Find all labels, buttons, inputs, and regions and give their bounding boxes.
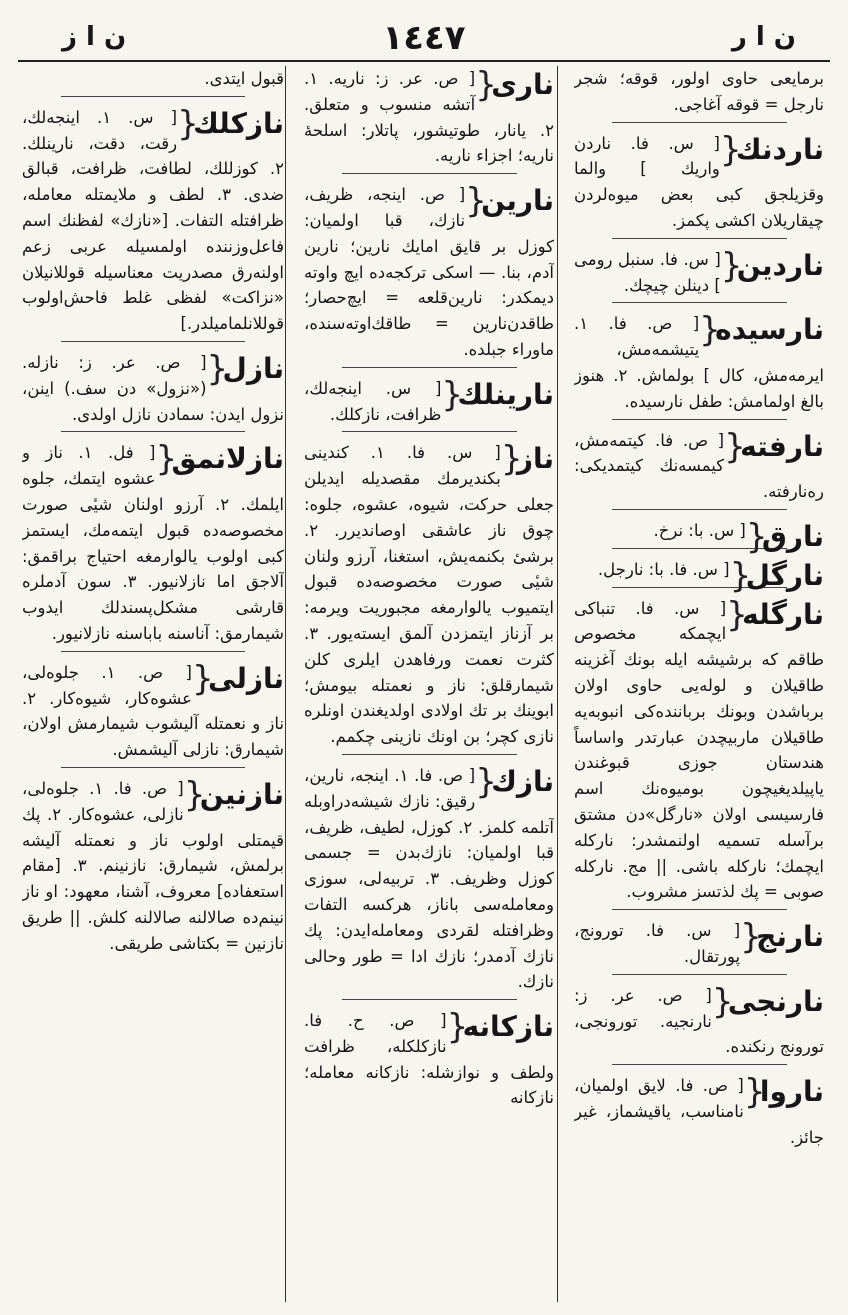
entry-headword: ناری { bbox=[481, 66, 554, 104]
dictionary-entry bbox=[574, 983, 824, 1068]
dictionary-column-right bbox=[574, 66, 824, 1304]
entry-definition: [ س. فا. با: نارجل. bbox=[597, 559, 730, 579]
continued-text: برمایعی حاوی اولور، قوقه؛ شجر نارجل = قوقه آغاجی. bbox=[574, 66, 824, 126]
column-divider bbox=[285, 66, 286, 1302]
dictionary-entry bbox=[574, 247, 824, 307]
entry-headword: نازك { bbox=[481, 763, 554, 801]
entry-definition: [ ص. عر. ز: ناریه. ١. آتشه منسوب و متعلق. ٢. یانار، طوتیشور، پاتلار: اسلحهٔ ناریه؛ اجزاء ناریه. bbox=[304, 69, 554, 166]
dictionary-entry bbox=[22, 660, 284, 771]
dictionary-entry bbox=[304, 66, 554, 177]
dictionary-entry bbox=[574, 1073, 824, 1153]
dictionary-column-middle bbox=[304, 66, 554, 1304]
entry-headword: نارفته { bbox=[730, 428, 824, 466]
entry-definition: [ ص. فا. ١. جلوه‌لی، نازلی، عشوه‌کار. ٢. پك قیمتلی اولوب ناز و نعمتله آلیشه‌ برلمش، شیمارق: نازنینم. ٣. [مقام استعفاده] معروف، آشنا، معهود: او ناز نینم‌ده صالالنه صالالنه کلش. || طریق نازنین = بکتاشی طریقی. bbox=[22, 778, 284, 953]
continued-text: قبول ایتدی. bbox=[22, 66, 284, 100]
entry-definition: [ س. فا. تورونج، پورتقال. bbox=[574, 921, 741, 966]
dictionary-entry bbox=[574, 311, 824, 422]
dictionary-entry bbox=[574, 428, 824, 513]
entry-definition: [ س. ١. اینجه‌لك، رقت، دقت، نارینلك. ٢. کوزللك، لطافت، ظرافت، قبالق ضدی. ٣. لطف و ملایمتله معامله، ظرافتله التفات. [«نازك» لفظنك اسم فاعل‌وزننده اولمسیله عربی زعم اولنه‌رق مصدریت معناسیله قوللانیلان «نزاکت» لفظی غلط فاحش‌اولوب قوللانلمامیلدر.] bbox=[22, 107, 284, 334]
entry-definition: [ ص. اینجه، ظریف، نازك، قبا اولمیان: کوزل بر قایق امایك نارین؛ نارین آدم، بنا. — اسکی ترکجه‌ده ایچ واوته دیمکدر: نارین‌قلعه = ایچ‌حصار؛ طاقدن‌نارین = طاقك‌اوته‌سنده، ماوراء جبلده. bbox=[304, 185, 554, 359]
page-header bbox=[18, 14, 830, 62]
entry-definition: [ ص. عر. ز: نازله. («نزول» دن سف.) اینن، نزول ایدن: سمادن نازل اولدی. bbox=[22, 352, 284, 424]
entry-headword: ناردنك { bbox=[726, 131, 824, 169]
entry-headword: نارگل { bbox=[736, 557, 824, 595]
entry-headword: نازلی { bbox=[198, 660, 284, 698]
dictionary-entry bbox=[22, 776, 284, 960]
entry-headword: نازکانه { bbox=[453, 1008, 554, 1046]
dictionary-entry bbox=[304, 1008, 554, 1114]
entry-headword: نارنجی { bbox=[718, 983, 824, 1021]
entry-definition: [ س. با: نرخ. bbox=[653, 520, 746, 540]
dictionary-entry bbox=[22, 350, 284, 435]
dictionary-entry bbox=[574, 918, 824, 978]
page-number: ١٤٤٧ bbox=[382, 18, 466, 58]
entry-definition: [ ص. فا. ١. اینجه، نارین، رقیق: نازك شیشه‌دراوبله آتلمه کلمز. ٢. کوزل، لطیف، ظریف، قبا اولمیان: نازك‌بدن = جسمی کوزل وظریف. ٣. تربیه‌لی، سوزی ومعامله‌سی باناز، هرکسه التفات وظرافتله لقردی ومعامله‌ایدن: پك نازك آدمدر؛ نازك ادا = طور وحالی نازك. bbox=[304, 765, 554, 992]
entry-definition: [ ص. ١. جلوه‌لی، عشوه‌کار، شیوه‌کار. ٢. ناز و نعمتله آلیشوب شیمارمش اولان، شیمارق: نازلی آلیشمش. bbox=[22, 662, 284, 760]
dictionary-entry bbox=[304, 376, 554, 436]
entry-headword: نازنین { bbox=[190, 776, 284, 814]
entry-headword: نازلانمق { bbox=[161, 440, 284, 478]
guide-word-left: ن ا ز bbox=[62, 22, 127, 52]
dictionary-entry bbox=[304, 763, 554, 1003]
dictionary-entry bbox=[574, 596, 824, 914]
entry-definition: [ س. فا. تنباکی ایچمکه مخصوص طاقم که برشیشه ایله بونك آغزینه طاقیلان و لوله‌یی حاوی اولان برباشدن وبونك برباننده‌کی انبوبه‌یه طاقیلان ماربیچدن عبارتدر واساساً هندستان جوزی قبوغندن یاپیلدیغیچون بومیوه‌نك اسم فارسیسی اولان «نارگل»دن مشتق برآسله تسمیه اولنمشدر: نارکله ایچمك؛ نارکله باشی. || مج. نارکله صوبی = پك لذتسز مشروب. bbox=[574, 598, 824, 902]
entry-headword: نازکلك { bbox=[183, 105, 284, 143]
entry-definition: [ س. فا. ناردن واریك ] والما وقزیلجق کبی بعض میوه‌لردن چیقاریلان اکشی پکمز. bbox=[574, 133, 824, 230]
column-divider bbox=[557, 66, 558, 1302]
entry-definition: [ س. فا. سنبل رومی ] دینلن چیچك. bbox=[574, 249, 721, 295]
dictionary-entry bbox=[574, 131, 824, 242]
entry-headword: نازل { bbox=[213, 350, 284, 388]
dictionary-entry bbox=[574, 518, 824, 552]
guide-word-right: ن ا ر bbox=[731, 22, 796, 52]
entry-definition: [ س. اینجه‌لك، ظرافت، نازکلك. bbox=[304, 378, 442, 424]
entry-headword: ناروا { bbox=[750, 1073, 824, 1111]
entry-headword: نارنج { bbox=[746, 918, 824, 956]
entry-headword: نارین { bbox=[471, 182, 554, 220]
dictionary-column-left bbox=[22, 66, 284, 1304]
entry-headword: نارینلك { bbox=[447, 376, 554, 414]
entry-headword: ناردین { bbox=[727, 247, 824, 285]
entry-headword: نارسیده { bbox=[705, 311, 824, 349]
dictionary-entry bbox=[574, 557, 824, 591]
entry-headword: ناز { bbox=[507, 440, 554, 478]
entry-definition: [ ص. فا. لایق اولمیان، نامناسب، یاقیشماز، غیر جائز. bbox=[574, 1076, 824, 1147]
dictionary-entry bbox=[22, 105, 284, 345]
entry-definition: [ ص. عر. ز: نارنجیه. تورونجی، تورونج رنکنده. bbox=[574, 985, 824, 1057]
entry-headword: نارق { bbox=[752, 518, 824, 556]
entry-headword: نارگله { bbox=[732, 596, 824, 634]
dictionary-entry bbox=[22, 440, 284, 654]
entry-definition: [ ص. ح. فا. نازکلکله، ظرافت ولطف و نوازشله: نازکانه معامله؛ نازکانه bbox=[304, 1011, 554, 1108]
dictionary-entry bbox=[304, 440, 554, 758]
entry-definition: [ س. فا. ١. کندینی بکندیرمك مقصدیله ایدیلن جعلی حرکت، شیوه، عشوه، جلوه: چوق ناز عاشقی اوصاندیرر. ٢. برشیٔ بکنمه‌یش، استغنا، آرزو ولنان شیٔی صورت مخصوصه‌ده قبول ایتمیوب یالوارمغه مجبوریت ویرمه: بر آزناز ایتمزدن آلمق ایسته‌یور. ٣. کثرت نعمت ورفاهدن ایلری کلن شیمارقلق: ناز و نعمتله بیومش؛ ابوینك بر تك اولادی اولدیغندن اونلره نازی‌ کچر؛ بن اونك نازینی چکمم. bbox=[304, 443, 554, 747]
dictionary-entry bbox=[304, 182, 554, 371]
entry-definition: [ ص. فا. کیتمه‌مش، کیمسه‌نك کیتمدیکی: ره‌نارفته. bbox=[574, 430, 824, 502]
entry-definition: [ فل. ١. ناز و عشوه ایتمك، جلوه ایلمك. ٢. آرزو اولنان شیٔی صورت مخصوصه‌ده قبول ایتمه‌مك، ایستمز کبی اولوب یالوارمغه احتیاج براقمق: آلاجق اما نازلانیور. ٣. سون آدملره قارشی مشکل‌پسندلك ایدوب شیمارمق: آناسنه باباسنه نازلانیور. bbox=[22, 443, 284, 643]
entry-definition: [ ص. فا. ١. یتیشمه‌مش، ایرمه‌مش، کال ] بولماش. ٢. هنوز بالغ اولما‌مش: طفل نارسیده. bbox=[574, 314, 824, 411]
